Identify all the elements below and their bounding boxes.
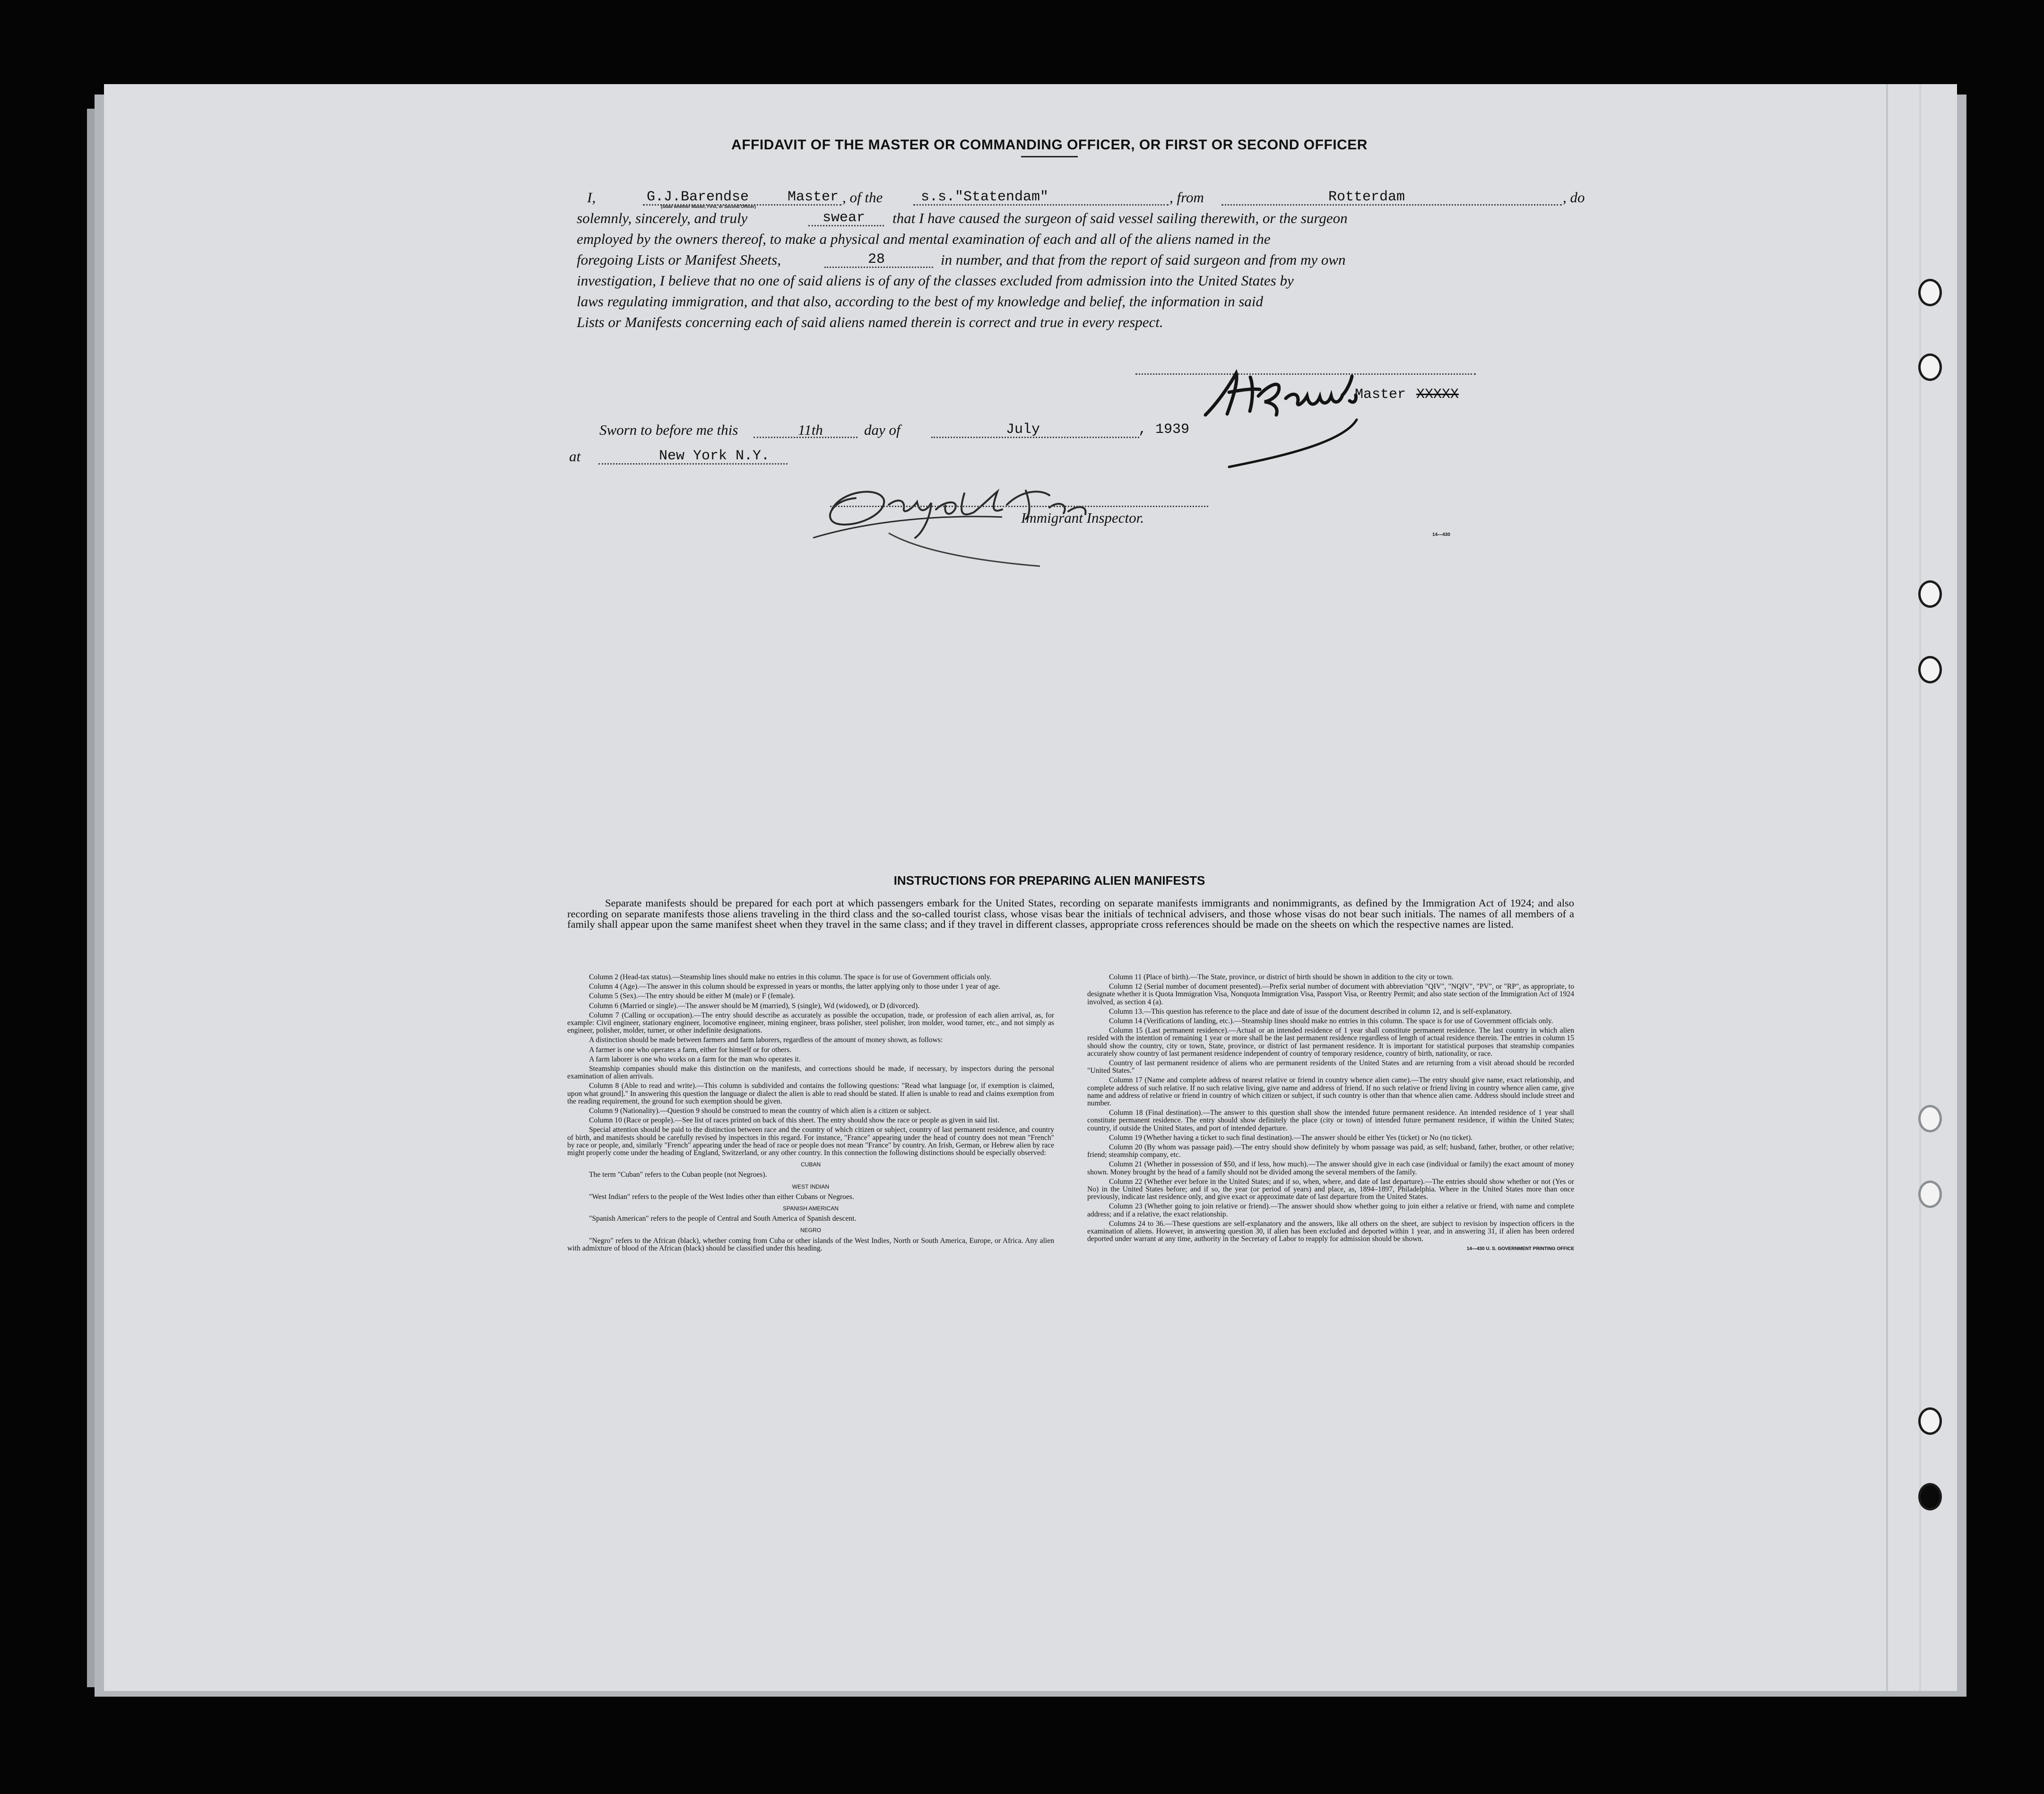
fill-line — [931, 436, 1139, 438]
instruction-paragraph: Column 4 (Age).—The answer in this column should be expressed in years or months, the latter applying only to those under 1 year of age. — [589, 983, 1001, 991]
punch-hole — [1918, 1105, 1942, 1132]
officer-name: G.J.Barendse — [647, 189, 749, 205]
form-number: 14—430 — [1432, 532, 1450, 537]
instruction-paragraph: A farm laborer is one who works on a farm for the man who operates it. — [589, 1055, 801, 1063]
punch-hole — [1918, 354, 1942, 381]
punch-hole — [1918, 1483, 1942, 1510]
punch-hole — [1918, 656, 1942, 683]
instructions-intro: Separate manifests should be prepared for each port at which passengers embark for the United States, recording on separate manifests immigrants and nonimmigrants, as defined by the Immigration Act of 1924; and also recording on separate manifests those aliens traveling in the third class and the so-called tourist class, whose visas bear the initials of technical advisers, and those whose visas do not bear such initials. The names of all members of a family shall appear upon the same manifest sheet when they travel in the same class; and if they travel in different classes, appropriate cross references should be made on the sheets on which the respective names are listed. — [567, 897, 1574, 930]
inspector-label: Immigrant Inspector. — [1021, 509, 1144, 526]
officer-title: Master — [788, 189, 839, 205]
text-do: , do — [1563, 189, 1585, 206]
instructions-left-column — [567, 974, 1054, 1254]
sheet-count: 28 — [868, 251, 885, 267]
text-foregoing: foregoing Lists or Manifest Sheets, — [577, 251, 781, 268]
affidavit-line-3: employed by the owners thereof, to make a physical and mental examination of each and all of the aliens named in the — [577, 231, 1271, 247]
fill-line — [1221, 203, 1562, 206]
text-day-of: day of — [864, 422, 901, 438]
sworn-month: July — [1006, 422, 1040, 438]
fill-line — [643, 203, 841, 206]
instruction-paragraph: Column 20 (By whom was passage paid).—The entry should show definitely by whom passage was paid, as self; husband, father, brother, or other relative; friend; steamship company, etc. — [1087, 1143, 1574, 1159]
struck-title: XXXXX — [1416, 387, 1459, 403]
fill-line — [754, 436, 857, 438]
text-solemnly: solemnly, sincerely, and truly — [577, 210, 748, 226]
text-of-the: , of the — [842, 189, 883, 206]
text-sworn: Sworn to before me this — [599, 422, 738, 438]
instruction-paragraph: Column 18 (Final destination).—The answer to this question shall show the intended future permanent residence. An intended residence of 1 year shall constitute permanent residence. The entry should show definitely the place (city or town) of intended future permanent residence, if within the United States; country, if outside the United States, and port of intended departure. — [1087, 1109, 1574, 1132]
punch-hole — [1918, 279, 1942, 306]
instruction-paragraph: Columns 24 to 36.—These questions are self-explanatory and the answers, like all others on the sheet, are subject to revision by inspection officers in the examination of aliens. However, in answering question 30, if alien has been excluded and deported within 1 year, and in answering 31, if alien has been ordered deported under warrant at any time, authority in the Secretary of Labor to reapply for admission should be shown. — [1087, 1219, 1574, 1243]
port-name: Rotterdam — [1328, 189, 1405, 205]
master-signature — [1135, 349, 1560, 472]
oath-word: swear — [823, 210, 866, 226]
text-i: I, — [587, 189, 596, 206]
instruction-paragraph: Column 21 (Whether in possession of $50, and if less, how much).—The answer should give in each case (individual or family) the exact amount of money shown. Money brought by the head of a family should not be divided among the several members of the family. — [1087, 1160, 1574, 1176]
printer-imprint: 14—430 U. S. GOVERNMENT PRINTING OFFICE — [1466, 1246, 1574, 1251]
page-edge-line — [1886, 84, 1888, 1691]
instruction-paragraph: Column 5 (Sex).—The entry should be either M (male) or F (female). — [589, 992, 795, 1000]
text-from: , from — [1169, 189, 1204, 206]
instruction-paragraph: "Spanish American" refers to the people of Central and South America of Spanish descent. — [589, 1215, 857, 1223]
sworn-day: 11th — [798, 422, 823, 438]
instruction-paragraph: Column 2 (Head-tax status).—Steamship lines should make no entries in this column. The space is for use of Government officials only. — [589, 973, 992, 981]
section-heading: SPANISH AMERICAN — [783, 1205, 839, 1212]
affidavit-line-7: Lists or Manifests concerning each of said aliens named therein is correct and true in every respect. — [577, 314, 1163, 330]
instruction-paragraph: Column 9 (Nationality).—Question 9 should be construed to mean the country of which alien is a citizen or subject. — [589, 1107, 931, 1115]
text-in-number: in number, and that from the report of said surgeon and from my own — [941, 251, 1346, 268]
affidavit-title: AFFIDAVIT OF THE MASTER OR COMMANDING OFFICER, OR FIRST OR SECOND OFFICER — [731, 137, 1368, 153]
sworn-year: , 1939 — [1138, 422, 1190, 438]
text-at: at — [569, 448, 581, 465]
page-edge-line — [1919, 84, 1921, 1691]
instruction-paragraph: Column 22 (Whether ever before in the United States; and if so, when, where, and date of last departure).—The entries should show whether or not (Yes or No) in the United States before; and if so, the year (or period of years) and place, as, 1894–1897, Philadelphia. Where in the United States more than once previously, indicate last residence only, and give exact or approximate date of last departure from the United States. — [1087, 1177, 1574, 1201]
punch-hole — [1918, 1181, 1942, 1208]
instruction-paragraph: Column 7 (Calling or occupation).—The entry should describe as accurately as possible the occupation, trade, or profession of each alien arrival, as, for example: Civil engineer, stationary engineer, locomotive engineer, mining engineer, brass polisher, steel polisher, iron molder, wood turner, etc., and not simply as engineer, polisher, molder, turner, or other indefinite designations. — [567, 1011, 1054, 1035]
section-heading: NEGRO — [800, 1227, 821, 1234]
section-heading: WEST INDIAN — [792, 1183, 830, 1190]
instruction-paragraph: The term "Cuban" refers to the Cuban people (not Negroes). — [589, 1171, 767, 1179]
fill-line — [824, 266, 933, 268]
instructions-right-column — [1087, 974, 1574, 1255]
instruction-paragraph: "Negro" refers to the African (black), whether coming from Cuba or other islands of the West Indies, North or South America, Europe, or Africa. Any alien with admixture of blood of the African (black) should be classified under this heading. — [567, 1236, 1054, 1252]
vessel-name: s.s."Statendam" — [921, 189, 1049, 205]
punch-hole — [1918, 580, 1942, 608]
instruction-paragraph: Column 8 (Able to read and write).—This column is subdivided and contains the following questions: "Read what language [or, if exemption is claimed, upon what ground]." In answering this question the language or dialect the alien is able to read should be stated. If alien is unable to read and claims exemption from the reading requirement, the ground for such exemption should be given. — [567, 1082, 1054, 1105]
instruction-paragraph: Column 11 (Place of birth).—The State, province, or district of birth should be shown in addition to the city or town. — [1109, 973, 1454, 981]
signature-line — [830, 505, 1208, 507]
instruction-paragraph: Special attention should be paid to the distinction between race and the country of which citizen or subject, country of last permanent residence, and country of birth, and manifests should be carefully revised by inspectors in this regard. For instance, "France" appearing under the head of country does not mean "French" by race or people, and, similarly "French" appearing under the head of race or people does not mean "France" by country. An Irish, German, or Hebrew alien by race might properly come under the heading of England, Switzerland, or any other country. In this connection the following distinctions should be especially observed: — [567, 1126, 1054, 1157]
affidavit-line-6: laws regulating immigration, and that also, according to the best of my knowledge and belief, the information in said — [577, 293, 1264, 310]
text-surgeon: that I have caused the surgeon of said vessel sailing therewith, or the surgeon — [892, 210, 1348, 226]
instruction-paragraph: Column 10 (Race or people).—See list of races printed on back of this sheet. The entry should show the race or people as given in said list. — [589, 1116, 999, 1125]
manifest-page — [104, 84, 1957, 1691]
instruction-paragraph: A distinction should be made between farmers and farm laborers, regardless of the amount of money shown, as follows: — [589, 1036, 943, 1044]
fill-line — [598, 462, 788, 465]
instruction-paragraph: Column 15 (Last permanent residence).—Actual or an intended residence of 1 year shall constitute permanent residence. The last country in which alien resided with the intention of remaining 1 year or more shall be the last permanent residence regardless of length of actual residence therein. The entries in column 15 should show the country, city or town, State, province, or district of last permanent residence. It is important for statistical purposes that steamship companies accurately show country of last permanent residence independent of country of temporary residence, country of birth, nationality, or race. — [1087, 1026, 1574, 1058]
instruction-paragraph: Column 17 (Name and complete address of nearest relative or friend in country whence alien came).—The entry should give name, exact relationship, and complete address of such relative. If no such relative living, give name and address of friend. If no such relative or friend living in country whence alien came, give name and address of relative or friend in country of which citizen or subject, if such country is other than that whence alien came. Address should include street and number. — [1087, 1076, 1574, 1108]
instruction-paragraph: Column 19 (Whether having a ticket to such final destination).—The answer should be either Yes (ticket) or No (no ticket). — [1109, 1133, 1473, 1142]
rank-hint: (State whether Master, First, or Second Officer) — [661, 204, 756, 209]
instruction-paragraph: Column 6 (Married or single).—The answer should be M (married), S (single), Wd (widowed), or D (divorced). — [589, 1001, 920, 1010]
instructions-title: INSTRUCTIONS FOR PREPARING ALIEN MANIFESTS — [893, 873, 1205, 888]
instruction-paragraph: Country of last permanent residence of aliens who are permanent residents of the United States and are returning from a visit abroad should be recorded "United States." — [1087, 1059, 1574, 1075]
sworn-place: New York N.Y. — [659, 448, 770, 464]
fill-line — [913, 203, 1169, 206]
instruction-paragraph: Column 12 (Serial number of document presented).—Prefix serial number of document with abbreviation "QIV", "NQIV", "PV", or "RP", as appropriate, to designate whether it is Quota Immigration Visa, Nonquota Immigration Visa, Passport Visa, or Reentry Permit; and also state section of the Immigration Act of 1924 involved, as section 4 (a). — [1087, 983, 1574, 1006]
punch-hole — [1918, 1407, 1942, 1435]
fill-line — [808, 224, 884, 226]
instruction-paragraph: Column 13.—This question has reference to the place and date of issue of the document described in column 12, and is self-explanatory. — [1109, 1007, 1512, 1016]
instruction-paragraph: Column 14 (Verifications of landing, etc.).—Steamship lines should make no entries in this column. The space is for use of Government officials only. — [1109, 1017, 1553, 1026]
instruction-paragraph: Column 23 (Whether going to join relative or friend).—The answer should show whether going to join either a relative or friend, with name and complete address; and if a relative, the exact relationship. — [1087, 1202, 1574, 1218]
title-rule — [1021, 156, 1078, 157]
affidavit-line-5: investigation, I believe that no one of said aliens is of any of the classes excluded from admission into the United States by — [577, 272, 1294, 289]
signature-title: Master — [1355, 387, 1406, 403]
section-heading: CUBAN — [800, 1161, 821, 1168]
instruction-paragraph: "West Indian" refers to the people of the West Indies other than either Cubans or Negroes. — [589, 1192, 854, 1201]
instruction-paragraph: Steamship companies should make this distinction on the manifests, and corrections should be made, if necessary, by inspectors during the personal examination of alien arrivals. — [567, 1065, 1054, 1081]
instruction-paragraph: A farmer is one who operates a farm, either for himself or for others. — [589, 1045, 792, 1054]
